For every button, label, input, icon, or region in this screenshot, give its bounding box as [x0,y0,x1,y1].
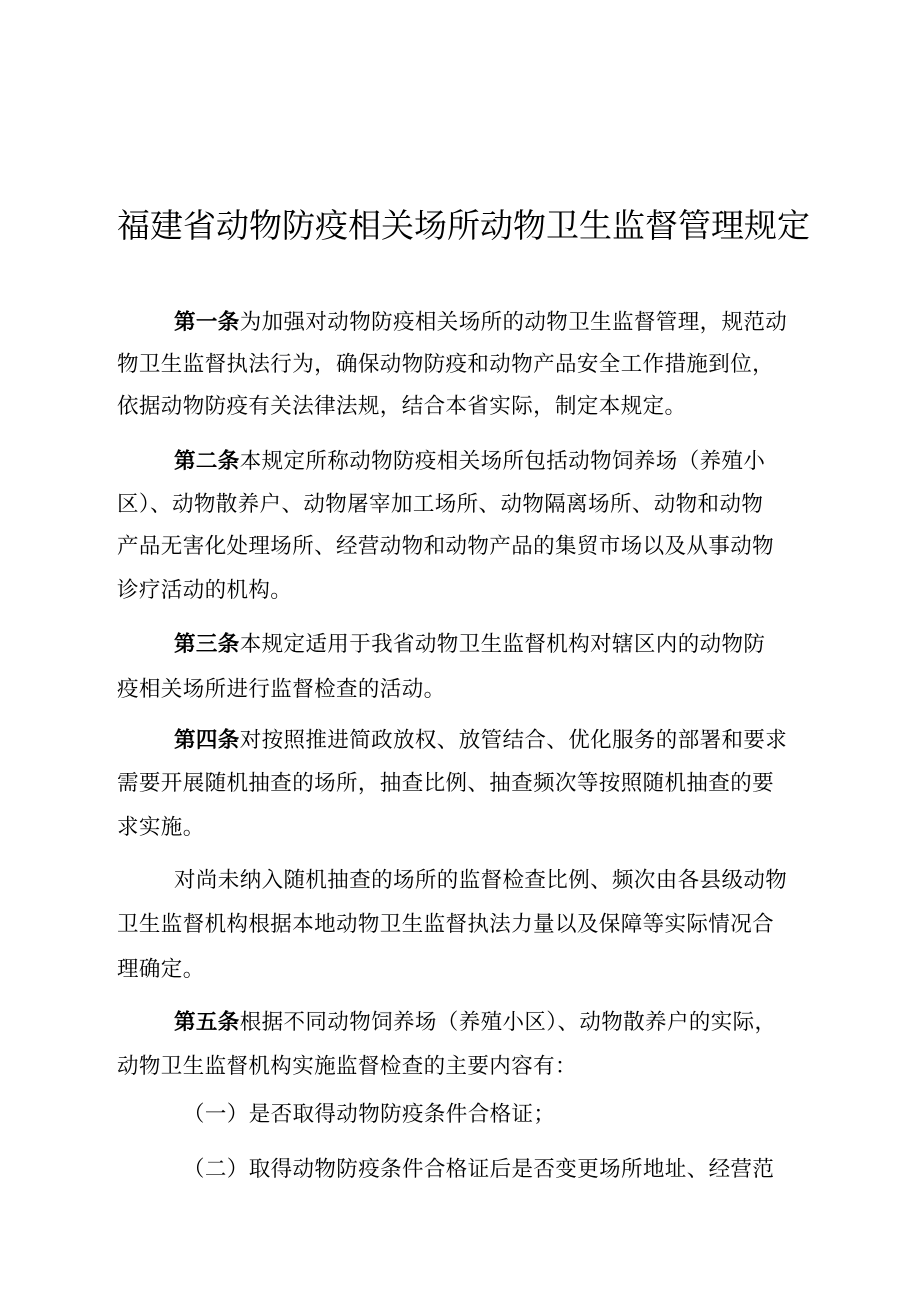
paragraph-line-1: 对尚未纳入随机抽查的场所的监督检查比例、频次由各县级动物 [174,868,788,893]
article-4-heading: 第四条 [174,728,240,753]
article-2-line-1: 第二条本规定所称动物防疫相关场所包括动物饲养场（养殖小 [174,449,766,474]
list-item-2: （二）取得动物防疫条件合格证后是否变更场所地址、经营范 [183,1157,775,1182]
paragraph-line-3: 理确定。 [117,957,205,982]
article-1-line-2: 物卫生监督执法行为，确保动物防疫和动物产品安全工作措施到位， [117,352,775,377]
paragraph-line-2: 卫生监督机构根据本地动物卫生监督执法力量以及保障等实际情况合 [117,912,775,937]
document-title: 福建省动物防疫相关场所动物卫生监督管理规定 [117,206,810,245]
article-2-heading: 第二条 [174,449,240,474]
article-5-line-2: 动物卫生监督机构实施监督检查的主要内容有： [117,1054,577,1079]
article-1-line-1: 第一条为加强对动物防疫相关场所的动物卫生监督管理，规范动 [174,310,788,335]
article-5-heading: 第五条 [174,1010,240,1035]
article-2-line-2: 区）、动物散养户、动物屠宰加工场所、动物隔离场所、动物和动物 [117,492,764,517]
article-1-line-3: 依据动物防疫有关法律法规，结合本省实际，制定本规定。 [117,394,687,419]
article-1-heading: 第一条 [174,310,240,335]
article-4-line-1: 第四条对按照推进简政放权、放管结合、优化服务的部署和要求 [174,728,788,753]
article-3-line-2: 疫相关场所进行监督检查的活动。 [117,677,446,702]
article-5-line-1: 第五条根据不同动物饲养场（养殖小区）、动物散养户的实际， [174,1010,777,1035]
article-2-line-3: 产品无害化处理场所、经营动物和动物产品的集贸市场以及从事动物 [117,534,775,559]
article-2-line-4: 诊疗活动的机构。 [117,578,293,603]
article-4-line-2: 需要开展随机抽查的场所，抽查比例、抽查频次等按照随机抽查的要 [117,771,775,796]
article-3-heading: 第三条 [174,632,240,657]
article-4-line-3: 求实施。 [117,815,205,840]
list-item-1: （一）是否取得动物防疫条件合格证； [183,1102,556,1127]
article-3-line-1: 第三条本规定适用于我省动物卫生监督机构对辖区内的动物防 [174,632,766,657]
